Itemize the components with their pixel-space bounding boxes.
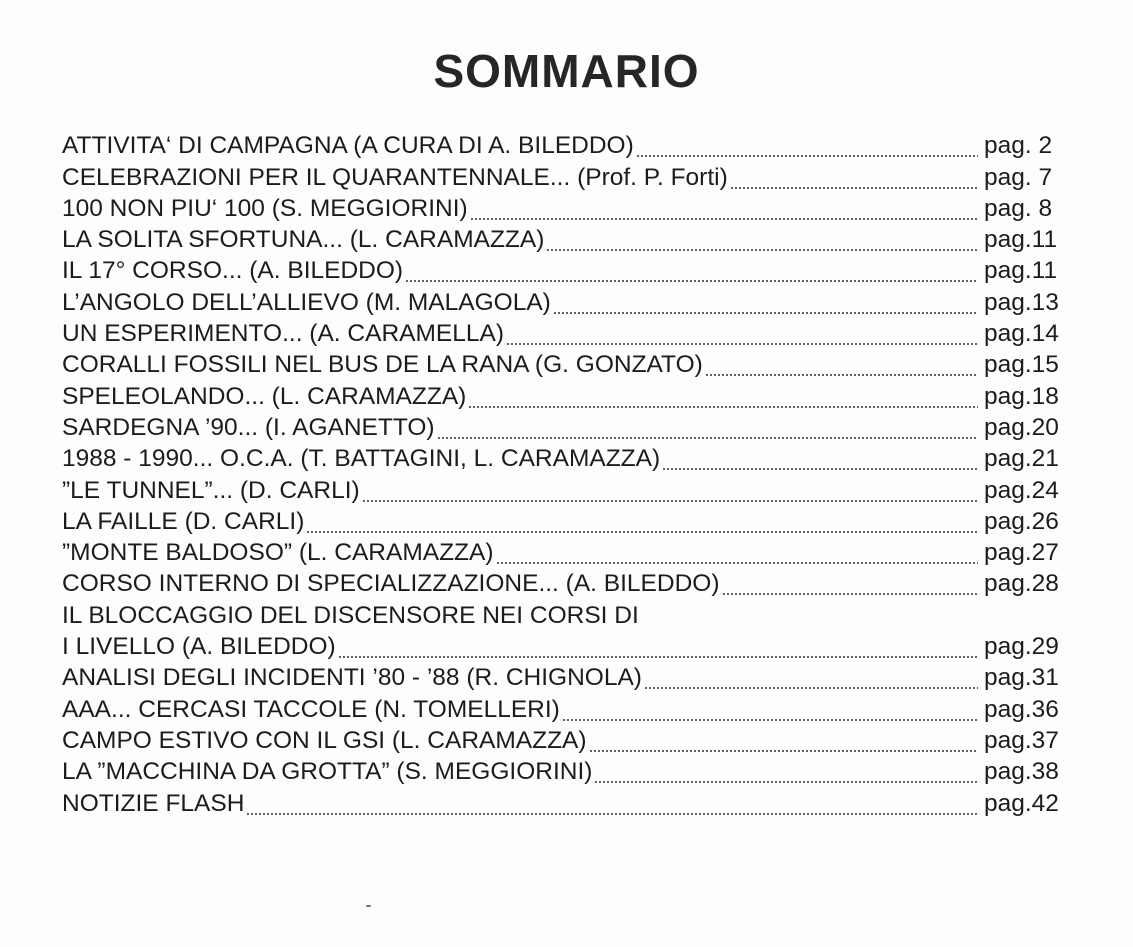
toc-entry-title: LA SOLITA SFORTUNA... (L. CARAMAZZA)	[62, 226, 545, 254]
dot-leader	[562, 694, 978, 725]
toc-entry-page: pag.27	[984, 539, 1059, 567]
toc-entry	[62, 130, 1072, 161]
toc-entry-page: pag.21	[984, 445, 1059, 473]
toc-entry	[62, 380, 1072, 411]
toc-entry-page: pag.31	[984, 664, 1059, 692]
page-title: SOMMARIO	[433, 45, 700, 97]
toc-entry-title: L’ANGOLO DELL’ALLIEVO (M. MALAGOLA)	[62, 288, 551, 316]
toc-entry-page: pag.15	[984, 351, 1059, 379]
toc-entry	[62, 787, 1072, 818]
dot-leader	[636, 130, 978, 161]
toc-entry	[62, 412, 1072, 443]
toc-entry-page: pag.36	[984, 695, 1059, 723]
toc-entry-title: ATTIVITA‘ DI CAMPAGNA (A CURA DI A. BILEDDO)	[62, 132, 634, 160]
toc-entry	[62, 255, 1072, 286]
toc-entry-page: pag.18	[984, 382, 1059, 410]
toc-entry	[62, 161, 1072, 192]
toc-entry-title: 1988 - 1990... O.C.A. (T. BATTAGINI, L. CARAMAZZA)	[62, 445, 661, 473]
toc-entry-page: pag.20	[984, 413, 1059, 441]
toc-entry-page: pag.24	[984, 476, 1059, 504]
dot-leader	[641, 600, 978, 631]
dot-leader	[506, 318, 978, 349]
toc-entry-title: IL 17° CORSO... (A. BILEDDO)	[62, 257, 404, 285]
toc-entry-page: pag.14	[984, 320, 1059, 348]
toc-entry-page: pag.11	[984, 257, 1058, 285]
toc-entry-continued	[62, 599, 1072, 630]
toc-entry-page: pag. 7	[984, 163, 1053, 191]
toc-entry	[62, 286, 1072, 317]
toc-entry-title: AAA... CERCASI TACCOLE (N. TOMELLERI)	[62, 695, 560, 723]
dot-leader	[553, 287, 978, 318]
toc-entry	[62, 224, 1072, 255]
toc-entry-page: pag. 2	[984, 132, 1053, 160]
toc-entry	[62, 474, 1072, 505]
toc-entry	[62, 193, 1072, 224]
toc-entry-title: 100 NON PIU‘ 100 (S. MEGGIORINI)	[62, 194, 468, 222]
toc-entry-page: pag.26	[984, 507, 1059, 535]
dot-leader	[362, 475, 978, 506]
dot-leader	[496, 537, 978, 568]
toc-entry-page: pag.13	[984, 288, 1059, 316]
dot-leader	[722, 568, 978, 599]
dot-leader	[662, 443, 978, 474]
toc-entry-title: SARDEGNA ’90... (I. AGANETTO)	[62, 413, 435, 441]
dot-leader	[437, 412, 978, 443]
toc-entry-title: I LIVELLO (A. BILEDDO)	[62, 633, 336, 661]
toc-entry-title: LA ”MACCHINA DA GROTTA” (S. MEGGIORINI)	[62, 758, 593, 786]
toc-entry	[62, 693, 1072, 724]
scan-speck	[366, 905, 371, 907]
toc-entry-title: LA FAILLE (D. CARLI)	[62, 507, 305, 535]
dot-leader	[306, 506, 978, 537]
dot-leader	[705, 349, 978, 380]
toc-entry-page: pag.38	[984, 758, 1059, 786]
toc-entry-title: UN ESPERIMENTO... (A. CARAMELLA)	[62, 320, 504, 348]
toc-entry-title: IL BLOCCAGGIO DEL DISCENSORE NEI CORSI DI	[62, 601, 639, 629]
toc-entry-page: pag.29	[984, 633, 1059, 661]
toc-entry	[62, 756, 1072, 787]
dot-leader	[730, 162, 978, 193]
dot-leader	[594, 756, 978, 787]
toc-entry-title: ”LE TUNNEL”... (D. CARLI)	[62, 476, 360, 504]
toc-entry-page: pag.28	[984, 570, 1059, 598]
toc-entry-title: CORALLI FOSSILI NEL BUS DE LA RANA (G. GONZATO)	[62, 351, 703, 379]
toc-entry-page: pag.11	[984, 226, 1058, 254]
toc-entry-page: pag.37	[984, 726, 1059, 754]
dot-leader	[589, 725, 978, 756]
toc-entry-title: CELEBRAZIONI PER IL QUARANTENNALE... (Prof. P. Forti)	[62, 163, 728, 191]
toc-entry	[62, 506, 1072, 537]
toc-entry-title: SPELEOLANDO... (L. CARAMAZZA)	[62, 382, 467, 410]
toc-entry-page: pag.42	[984, 789, 1059, 817]
dot-leader	[468, 381, 978, 412]
toc-entry	[62, 349, 1072, 380]
dot-leader	[644, 662, 978, 693]
toc-entry-title: ANALISI DEGLI INCIDENTI ’80 - ’88 (R. CHIGNOLA)	[62, 664, 642, 692]
dot-leader	[470, 193, 978, 224]
toc-entry	[62, 631, 1072, 662]
dot-leader	[246, 788, 978, 819]
toc-entry-title: NOTIZIE FLASH	[62, 789, 245, 817]
dot-leader	[405, 255, 978, 286]
toc-entry	[62, 568, 1072, 599]
toc-entry	[62, 662, 1072, 693]
toc-entry	[62, 725, 1072, 756]
dot-leader	[546, 224, 978, 255]
toc-entry-title: CAMPO ESTIVO CON IL GSI (L. CARAMAZZA)	[62, 726, 587, 754]
toc-entry	[62, 537, 1072, 568]
toc-entry	[62, 443, 1072, 474]
toc-entry-title: CORSO INTERNO DI SPECIALIZZAZIONE... (A. BILEDDO)	[62, 570, 720, 598]
table-of-contents	[62, 130, 1072, 819]
dot-leader	[338, 631, 978, 662]
toc-entry	[62, 318, 1072, 349]
toc-entry-title: ”MONTE BALDOSO” (L. CARAMAZZA)	[62, 539, 494, 567]
toc-entry-page: pag. 8	[984, 194, 1053, 222]
